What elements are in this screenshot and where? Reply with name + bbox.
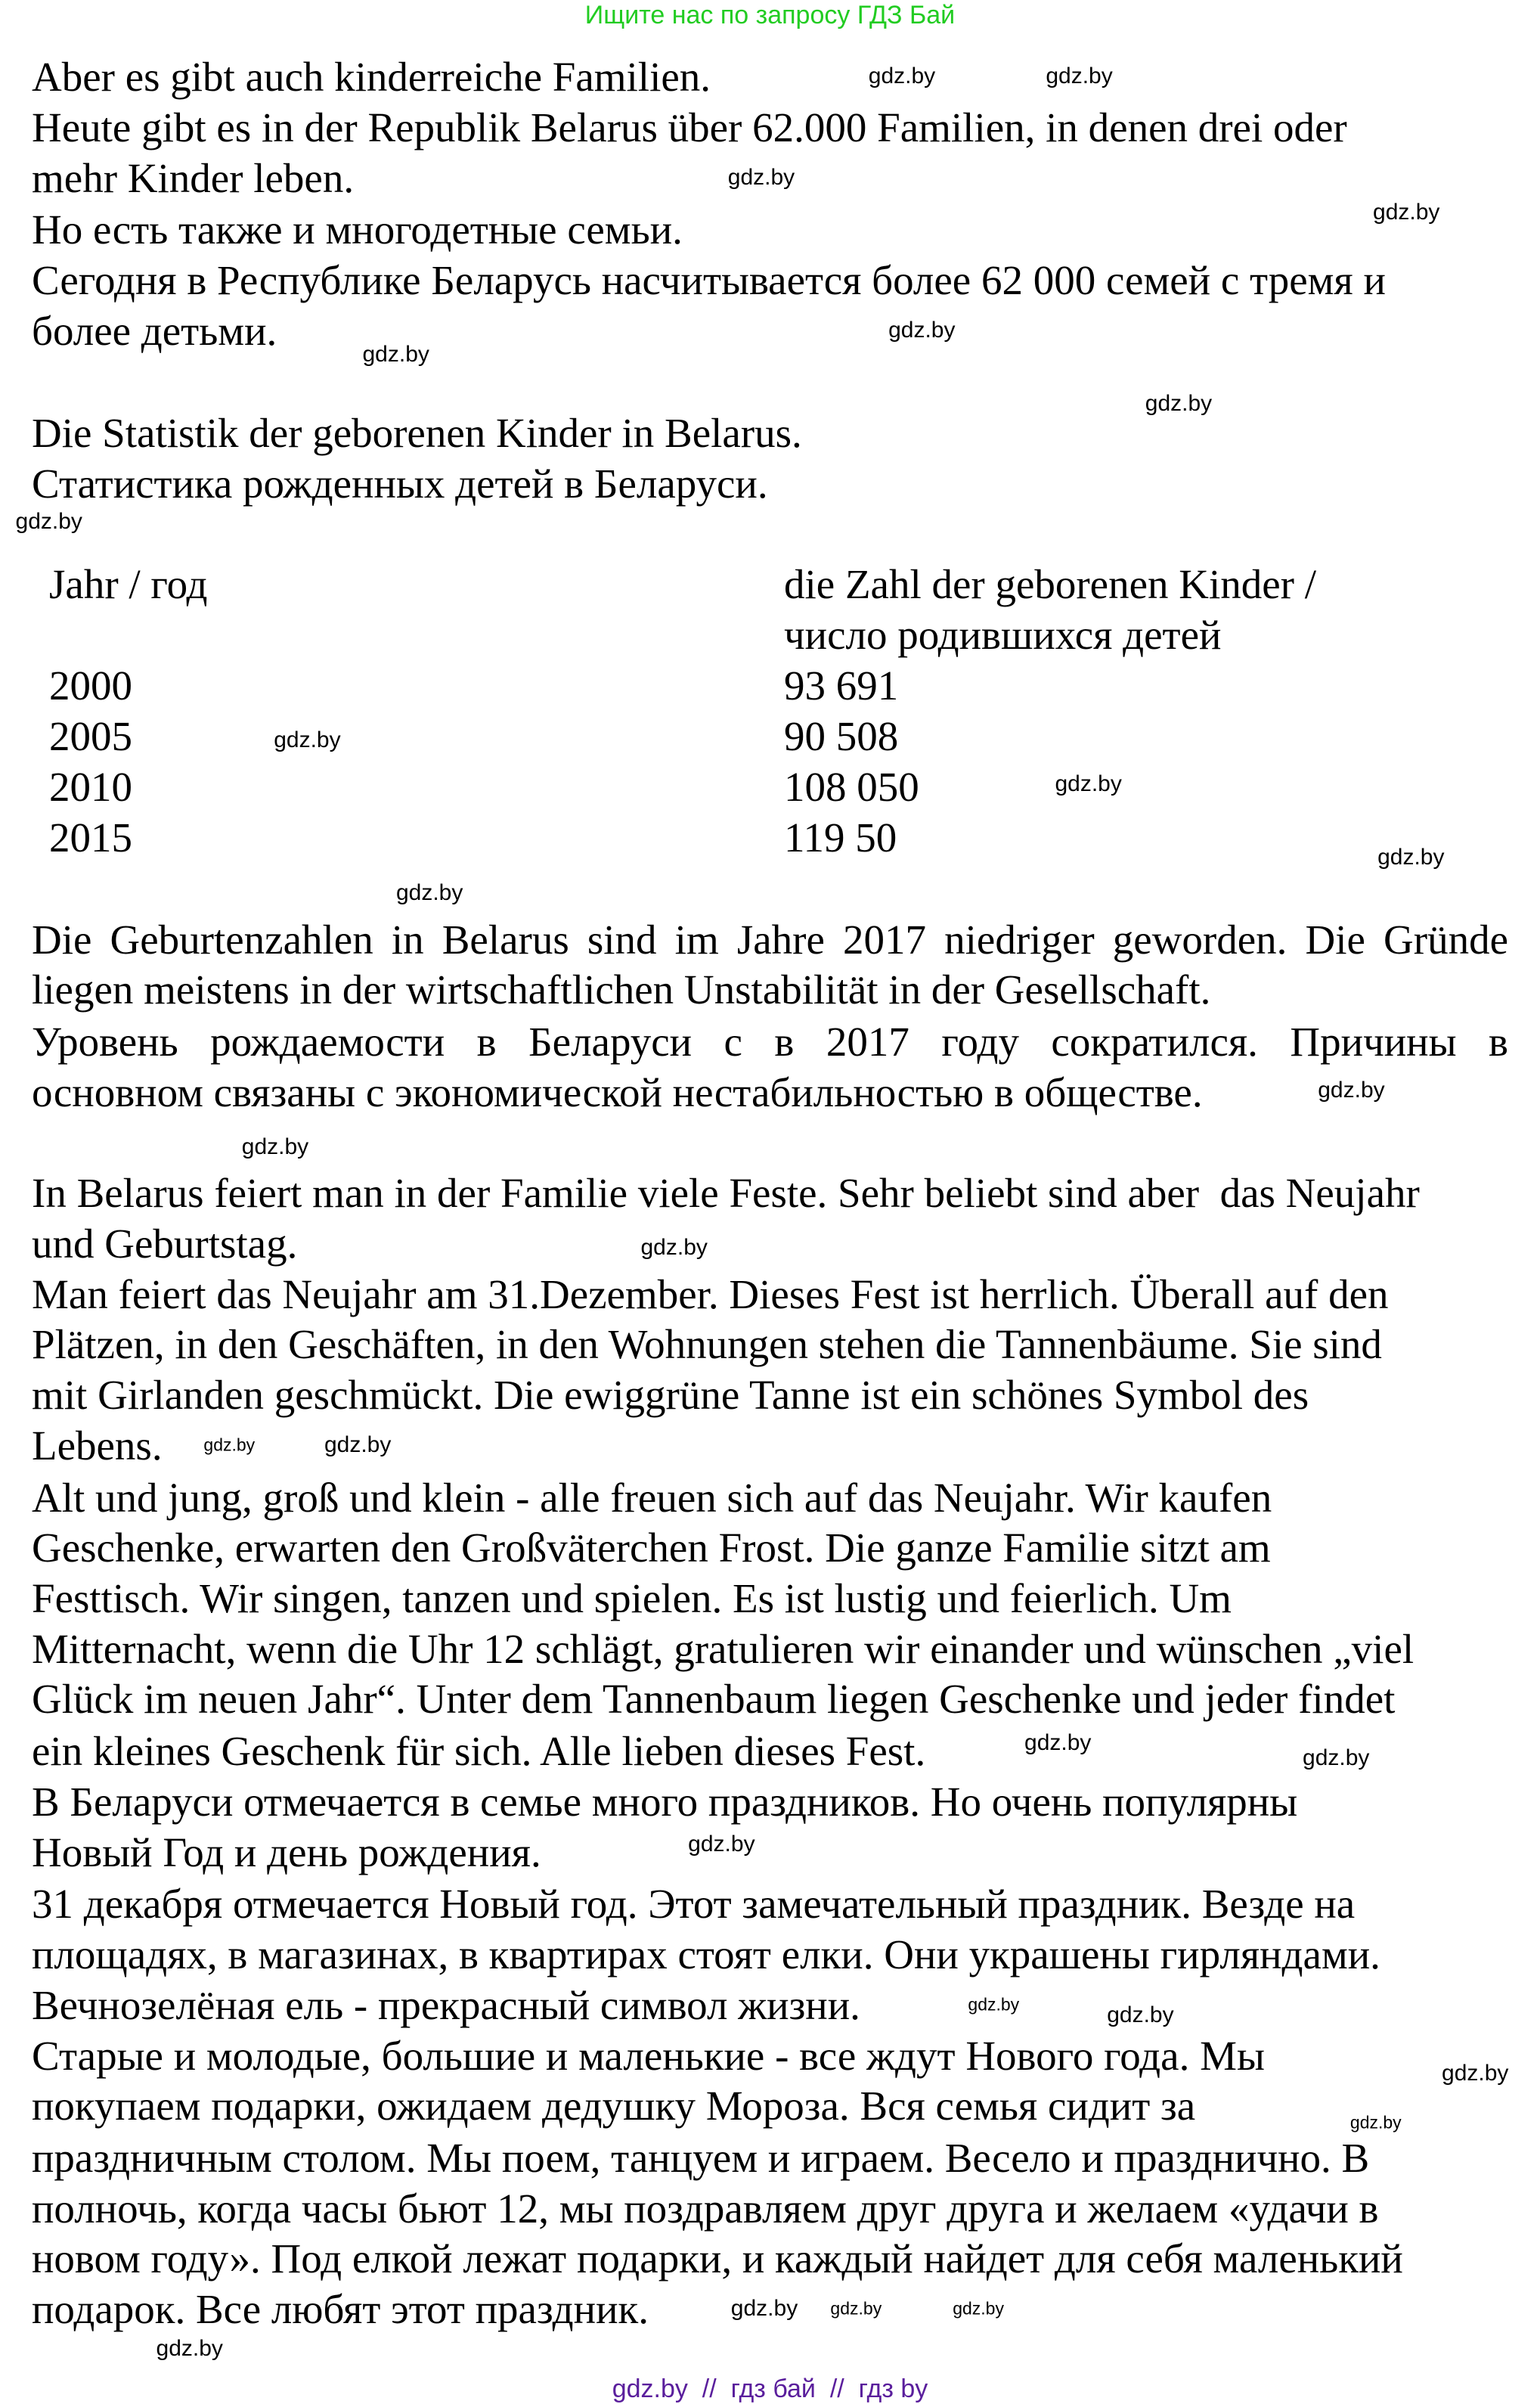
text-line: In Belarus feiert man in der Familie viele Feste. Sehr beliebt sind aber das Neujahr xyxy=(32,1170,1420,1217)
watermark: gdz.by xyxy=(1442,2060,1509,2086)
text-line: 31 декабря отмечается Новый год. Этот замечательный праздник. Везде на xyxy=(32,1881,1356,1928)
text-line: Die Geburtenzahlen in Belarus sind im Jahre 2017 niedriger geworden. Die Gründe xyxy=(32,916,1508,963)
text-line: Сегодня в Республике Беларусь насчитывается более 62 000 семей с тремя и xyxy=(32,257,1386,304)
text-line: ein kleines Geschenk für sich. Alle lieben dieses Fest. xyxy=(32,1728,926,1775)
watermark: gdz.by xyxy=(1377,845,1445,870)
table-cell-year: 2010 xyxy=(49,764,132,811)
watermark: gdz.by xyxy=(1349,2112,1402,2133)
text-line: liegen meistens in der wirtschaftlichen Unstabilität in der Gesellschaft. xyxy=(32,966,1211,1013)
watermark: gdz.by xyxy=(727,164,795,190)
watermark: gdz.by xyxy=(1373,200,1440,225)
table-cell-year: 2015 xyxy=(49,814,132,861)
watermark: gdz.by xyxy=(395,879,463,905)
watermark: gdz.by xyxy=(324,1432,392,1457)
text-line: основном связаны с экономической нестабильностью в обществе. xyxy=(32,1069,1203,1115)
table-cell-year: 2000 xyxy=(49,662,132,709)
watermark: gdz.by xyxy=(1024,1730,1092,1756)
watermark: gdz.by xyxy=(888,317,956,343)
text-line: Aber es gibt auch kinderreiche Familien. xyxy=(32,54,711,101)
table-cell-year: 2005 xyxy=(49,712,132,759)
watermark: gdz.by xyxy=(1107,2002,1174,2027)
text-line: площадях, в магазинах, в квартирах стоят елки. Они украшены гирляндами. xyxy=(32,1931,1380,1978)
text-line: Alt und jung, groß und klein - alle freuen sich auf das Neujahr. Wir kaufen xyxy=(32,1474,1272,1521)
watermark: gdz.by xyxy=(640,1234,708,1260)
text-line: mehr Kinder leben. xyxy=(32,154,355,201)
text-line: Уровень рождаемости в Беларуси с в 2017 году сократился. Причины в xyxy=(32,1018,1508,1065)
text-line: Но есть также и многодетные семьи. xyxy=(32,206,683,253)
watermark: gdz.by xyxy=(15,508,82,534)
table-header-count-ru: число родившихся детей xyxy=(784,612,1222,659)
text-line: подарок. Все любят этот праздник. xyxy=(32,2286,649,2333)
text-line: Статистика рожденных детей в Беларуси. xyxy=(32,460,768,507)
text-line: Festtisch. Wir singen, tanzen und spielen. Es ist lustig und feierlich. Um xyxy=(32,1574,1232,1621)
watermark: gdz.by xyxy=(362,342,429,368)
text-line: праздничным столом. Мы поем, танцуем и играем. Весело и празднично. В xyxy=(32,2135,1370,2182)
search-banner: Ищите нас по запросу ГДЗ Бай xyxy=(584,1,956,29)
text-line: новом году». Под елкой лежат подарки, и каждый найдет для себя маленький xyxy=(32,2235,1403,2282)
text-line: mit Girlanden geschmückt. Die ewiggrüne Tanne ist ein schönes Symbol des xyxy=(32,1372,1309,1419)
watermark: gdz.by xyxy=(156,2335,223,2361)
text-line: und Geburtstag. xyxy=(32,1220,298,1267)
watermark: gdz.by xyxy=(830,2298,882,2319)
table-cell-count: 90 508 xyxy=(784,712,899,759)
text-line: Plätzen, in den Geschäften, in den Wohnungen stehen die Tannenbäume. Sie sind xyxy=(32,1321,1382,1368)
table-header-year: Jahr / год xyxy=(49,561,208,608)
watermark: gdz.by xyxy=(1303,1745,1370,1771)
text-line: покупаем подарки, ожидаем дедушку Мороза. Вся семья сидит за xyxy=(32,2083,1196,2129)
watermark: gdz.by xyxy=(241,1134,309,1159)
watermark: gdz.by xyxy=(968,1994,1020,2015)
text-line: Mitternacht, wenn die Uhr 12 schlägt, gratulieren wir einander und wünschen „viel xyxy=(32,1625,1415,1672)
table-header-count: die Zahl der geborenen Kinder / xyxy=(784,561,1317,608)
table-cell-count: 119 50 xyxy=(784,814,897,861)
watermark: gdz.by xyxy=(1318,1077,1385,1103)
text-line: В Беларуси отмечается в семье много праздников. Но очень популярны xyxy=(32,1778,1298,1825)
text-line: Новый Год и день рождения. xyxy=(32,1829,541,1875)
text-line: Die Statistik der geborenen Kinder in Belarus. xyxy=(32,410,802,457)
watermark: gdz.by xyxy=(868,64,936,89)
text-line: Старые и молодые, большие и маленькие - все ждут Нового года. Мы xyxy=(32,2032,1265,2079)
text-line: Man feiert das Neujahr am 31.Dezember. Dieses Fest ist herrlich. Überall auf den xyxy=(32,1270,1389,1317)
watermark: gdz.by xyxy=(688,1831,755,1857)
watermark: gdz.by xyxy=(1055,771,1122,797)
text-line: полночь, когда часы бьют 12, мы поздравляем друг друга и желаем «удачи в xyxy=(32,2185,1379,2232)
table-cell-count: 93 691 xyxy=(784,662,899,709)
table-cell-count: 108 050 xyxy=(784,764,919,811)
watermark: gdz.by xyxy=(203,1435,256,1455)
footer-links: gdz.by // гдз бай // гдз by xyxy=(612,2375,928,2403)
watermark: gdz.by xyxy=(1145,390,1213,416)
text-line: Heute gibt es in der Republik Belarus über 62.000 Familien, in denen drei oder xyxy=(32,104,1347,150)
text-line: более детьми. xyxy=(32,307,277,354)
watermark: gdz.by xyxy=(274,727,341,752)
text-line: Glück im neuen Jahr“. Unter dem Tannenbaum liegen Geschenke und jeder findet xyxy=(32,1676,1396,1723)
text-line: Lebens. xyxy=(32,1422,163,1469)
watermark: gdz.by xyxy=(1046,64,1113,89)
text-line: Geschenke, erwarten den Großväterchen Frost. Die ganze Familie sitzt am xyxy=(32,1525,1271,1571)
watermark: gdz.by xyxy=(730,2296,798,2322)
text-line: Вечнозелёная ель - прекрасный символ жизни. xyxy=(32,1981,860,2028)
watermark: gdz.by xyxy=(953,2298,1004,2319)
